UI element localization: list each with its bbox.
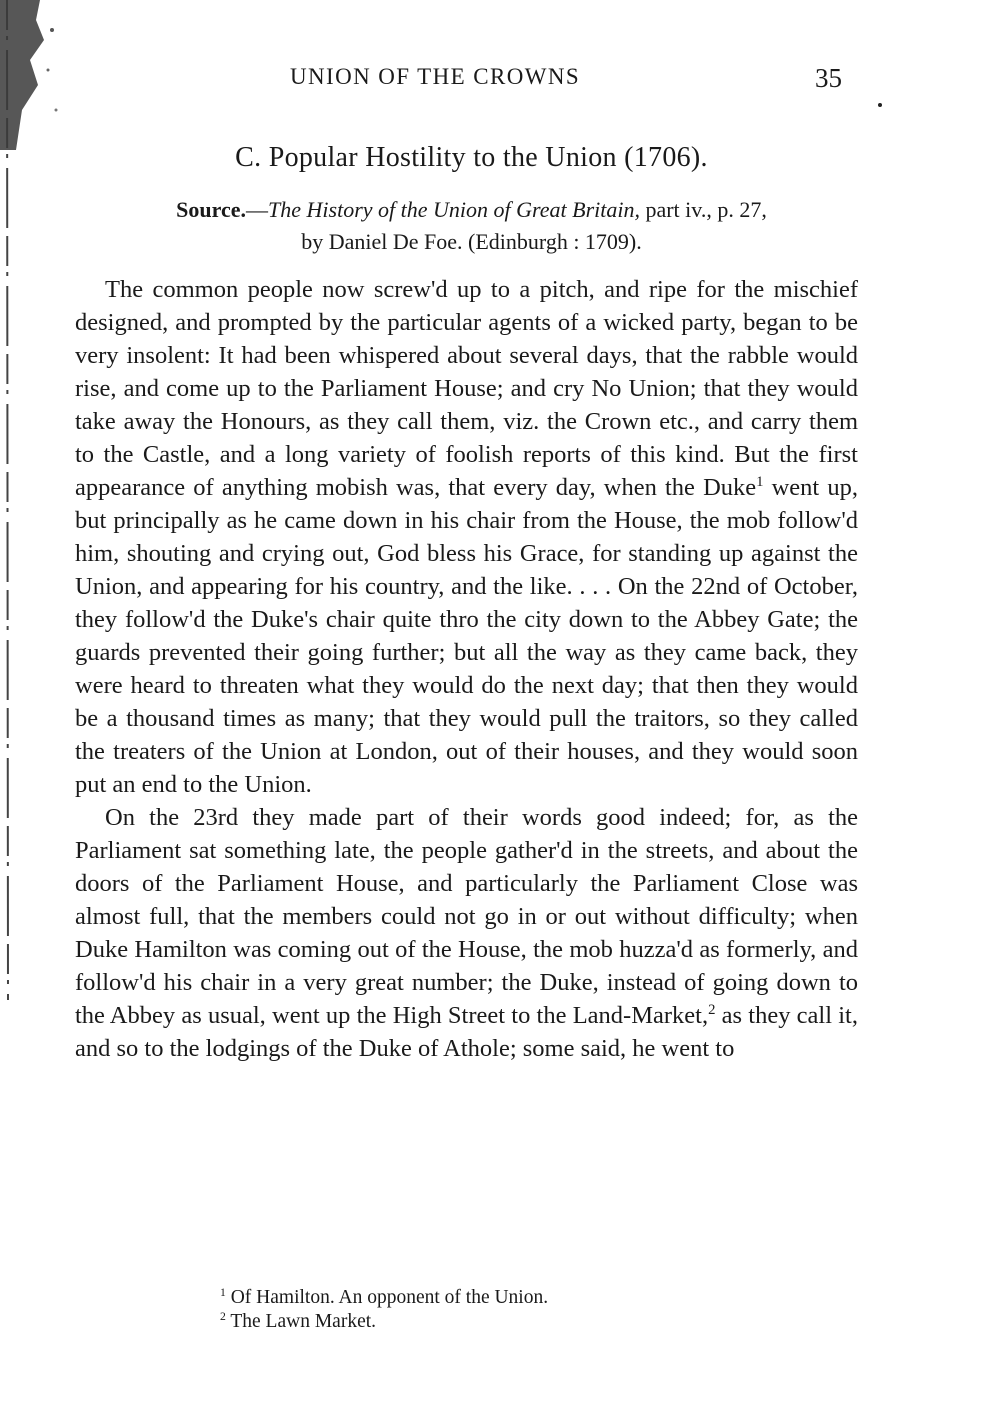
footnote-2-text: The Lawn Market. <box>225 1311 377 1332</box>
source-citation <box>75 194 868 258</box>
scanned-page-edge <box>0 0 14 1000</box>
source-dash: — <box>246 197 269 222</box>
paragraph-1 <box>75 273 858 801</box>
footnote-ref-2: 2 <box>708 1002 716 1019</box>
paragraph-2 <box>75 801 858 1065</box>
paragraph-2-part-a: On the 23rd they made part of their words good indeed; for, as the Parliament sat something late, the people gather'd in the streets, and about the doors of the Parliament House, and particularly the Parliament Close was almost full, that the members could not go in or out without difficulty; when Duke Hamilton was coming out of the House, the mob huzza'd as formerly, and follow'd his chair in a very great number; the Duke, instead of going down to the Abbey as usual, went up the High Street to the Land-Market, <box>75 804 858 1029</box>
paragraph-1-part-b: went up, but principally as he came down in his chair from the House, the mob follow'd him, shouting and crying out, God bless his Grace, for standing up against the Union, and appearing for his country, and the like. . . . On the 22nd of October, they follow'd the Duke's chair quite thro the city down to the Abbey Gate; the guards prevented their going further; but all the way as they came back, they were heard to threaten what they would do the next day; that then they would be a thousand times as many; that they would pull the traitors, so they called the treaters of the Union at London, out of their houses, and they would soon put an end to the Union. <box>75 474 859 798</box>
running-head: UNION OF THE CROWNS <box>290 64 581 89</box>
footnote-1-text: Of Hamilton. An opponent of the Union. <box>225 1287 549 1308</box>
paragraph-2-part-b: as they call it, and so to the lodgings of the Duke of Athole; some said, he went to <box>75 1002 858 1062</box>
footnote-2-marker: 2 <box>220 1309 226 1323</box>
footnote-2 <box>220 1310 548 1334</box>
source-work-title: The History of the Union of Great Britain, <box>268 197 640 222</box>
paragraph-1-part-a: The common people now screw'd up to a pitch, and ripe for the mischief designed, and prompted by the particular agents of a wicked party, began to be very insolent: It had been whispered about several days, that the rabble would rise, and come up to the Parliament House; and cry No Union; that they would take away the Honours, as they call them, viz. the Crown etc., and carry them to the Castle, and a long variety of foolish reports of this kind. But the first appearance of anything mobish was, that every day, when the Duke <box>75 276 858 501</box>
body-text <box>75 273 858 1065</box>
footnote-ref-1: 1 <box>756 474 764 491</box>
footnote-1 <box>220 1286 548 1310</box>
source-author-line: by Daniel De Foe. (Edinburgh : 1709). <box>301 229 642 254</box>
scan-ink-blot <box>0 0 70 150</box>
footnotes <box>220 1286 548 1334</box>
page-number: 35 <box>815 63 842 93</box>
footnote-1-marker: 1 <box>220 1285 226 1299</box>
source-reference: part iv., p. 27, <box>639 197 767 222</box>
section-title: C. Popular Hostility to the Union (1706). <box>235 142 708 173</box>
source-label: Source. <box>176 197 247 222</box>
source-line-1 <box>75 194 868 226</box>
print-speck <box>878 103 882 107</box>
